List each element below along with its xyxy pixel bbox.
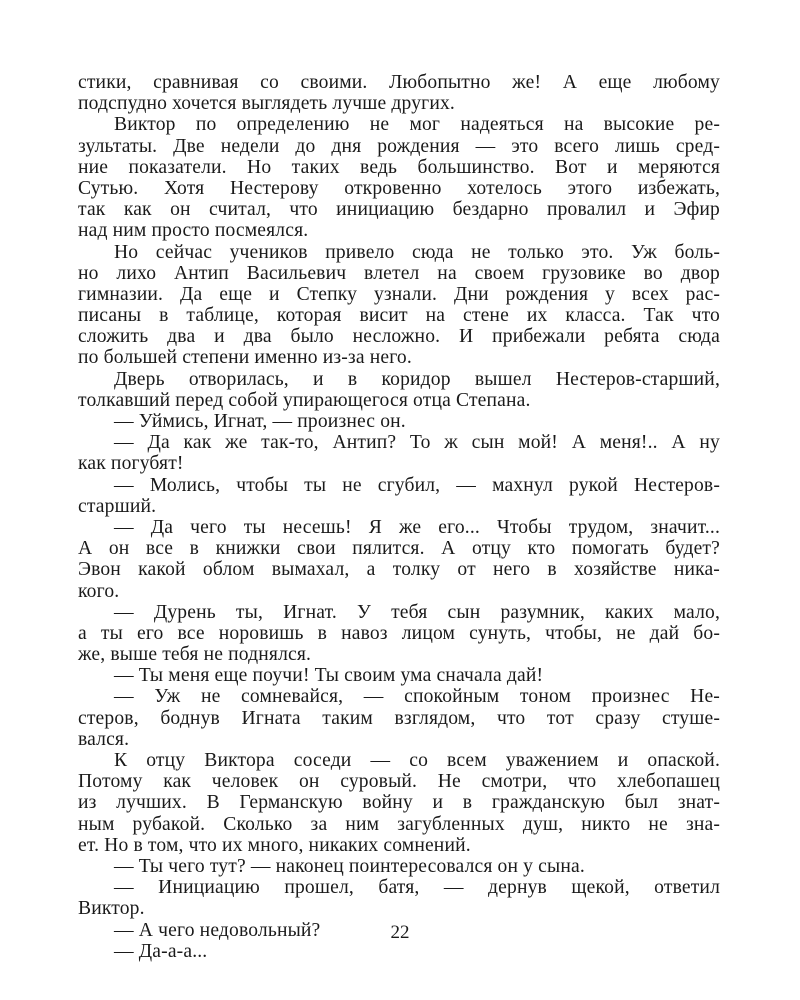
text-line: ние показатели. Но таких ведь большинство. Вот и меряются — [78, 156, 720, 178]
text-line: из лучших. В Германскую войну и в гражданскую был знат- — [78, 792, 720, 814]
text-line: — Молись, чтобы ты не сгубил, — махнул рукой Нестеров- — [114, 474, 720, 496]
text-line: Виктор по определению не мог надеяться на высокие ре- — [114, 114, 720, 136]
text-line: — А чего недовольный? — [114, 919, 321, 941]
text-line: гимназии. Да еще и Степку узнали. Дни рождения у всех рас- — [78, 283, 720, 305]
text-line: по большей степени именно из-за него. — [78, 347, 412, 369]
text-line: вался. — [78, 728, 130, 750]
text-line: зультаты. Две недели до дня рождения — это всего лишь сред- — [78, 135, 720, 157]
text-line: Сутью. Хотя Нестерову откровенно хотелось этого избежать, — [78, 177, 720, 199]
text-line: А он все в книжки свои пялится. А отцу кто помогать будет? — [78, 538, 720, 560]
text-line: толкавший перед собой упирающегося отца Степана. — [78, 389, 531, 411]
text-line: ным рубакой. Сколько за ним загубленных душ, никто не зна- — [78, 813, 720, 835]
text-line: писаны в таблице, которая висит на стене их класса. Так что — [78, 305, 720, 327]
text-line: над ним просто посмеялся. — [78, 220, 309, 242]
text-line: стики, сравнивая со своими. Любопытно же! А еще любому — [78, 72, 720, 93]
text-line: как погубят! — [78, 453, 184, 475]
text-line: Дверь отворилась, и в коридор вышел Нестеров-старший, — [114, 368, 720, 390]
text-line: но лихо Антип Васильевич влетел на своем грузовике во двор — [78, 262, 720, 284]
text-line: стеров, боднув Игната таким взглядом, что тот сразу стуше- — [78, 707, 720, 729]
text-line: подспудно хочется выглядеть лучше других. — [78, 93, 455, 115]
text-line: Потому как человек он суровый. Не смотри, что хлебопашец — [78, 771, 720, 793]
page-number: 22 — [390, 922, 410, 943]
text-line: старший. — [78, 495, 157, 517]
text-line: — Ты чего тут? — наконец поинтересовался он у сына. — [114, 855, 585, 877]
text-line: — Да чего ты несешь! Я же его... Чтобы трудом, значит... — [114, 516, 720, 538]
text-line: Виктор. — [78, 898, 145, 920]
text-line: так как он считал, что инициацию бездарно провалил и Эфир — [78, 199, 720, 221]
text-line: Но сейчас учеников привело сюда не только это. Уж боль- — [114, 241, 720, 263]
text-line: К отцу Виктора соседи — со всем уважением и опаской. — [114, 750, 720, 771]
text-line: а ты его все норовишь в навоз лицом сунуть, чтобы, не дай бо- — [78, 622, 720, 644]
text-line: кого. — [78, 580, 120, 602]
text-line: — Инициацию прошел, батя, — дернув щекой, ответил — [114, 877, 720, 899]
text-line: — Да-а-а... — [114, 940, 208, 962]
text-line: сложить два и два было несложно. И прибежали ребята сюда — [78, 326, 720, 348]
text-line: — Уймись, Игнат, — произнес он. — [114, 411, 406, 432]
text-line: — Да как же так-то, Антип? То ж сын мой! А меня!.. А ну — [114, 432, 720, 454]
body-text — [78, 72, 720, 962]
text-line: Эвон какой облом вымахал, а толку от него в хозяйстве ника- — [78, 559, 720, 581]
text-line: — Дурень ты, Игнат. У тебя сын разумник, каких мало, — [114, 601, 720, 623]
text-line: — Ты меня еще поучи! Ты своим ума сначала дай! — [114, 665, 544, 687]
text-line: ет. Но в том, что их много, никаких сомнений. — [78, 834, 471, 856]
text-line: же, выше тебя не поднялся. — [78, 644, 312, 666]
text-line: — Уж не сомневайся, — спокойным тоном произнес Не- — [114, 686, 720, 708]
